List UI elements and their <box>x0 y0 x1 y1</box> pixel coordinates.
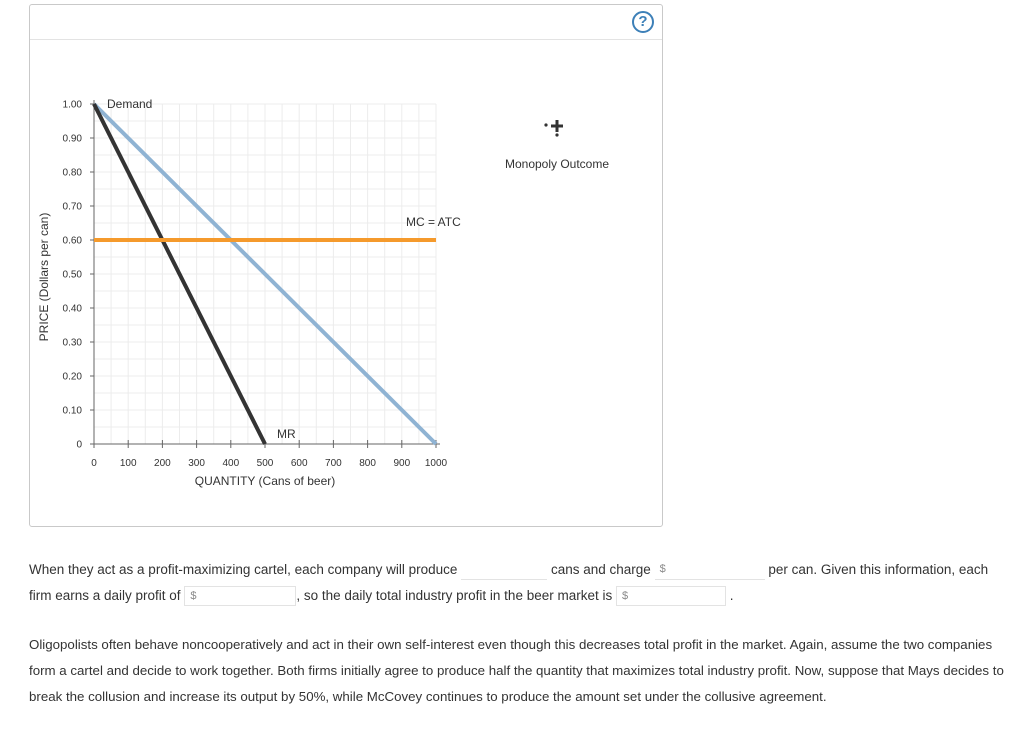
q1-text-5: . <box>729 588 734 603</box>
tool-dot <box>544 123 547 126</box>
monopoly-outcome-label: Monopoly Outcome <box>504 157 610 171</box>
x-tick-label: 600 <box>290 458 308 469</box>
tool-plus-horizontal <box>551 125 563 128</box>
y-tick-label: 0.40 <box>62 303 82 315</box>
series-label-mc-atc: MC = ATC <box>406 215 461 229</box>
graph-panel <box>29 4 663 527</box>
q1-text-3: per can. Given this information, each firm earns a daily profit of <box>29 562 989 603</box>
chart <box>30 5 664 528</box>
y-tick-label: 0.90 <box>62 133 82 145</box>
y-tick-label: 0.60 <box>62 235 82 247</box>
q1-text-2: cans and charge <box>550 562 651 577</box>
x-tick-label: 1000 <box>424 458 448 469</box>
x-tick-label: 300 <box>188 458 205 469</box>
y-tick-label: 0.30 <box>62 337 82 349</box>
industry-profit-input[interactable] <box>616 586 726 606</box>
x-tick-label: 900 <box>393 458 411 469</box>
y-tick-label: 0.50 <box>62 269 82 281</box>
q1-text-1: When they act as a profit-maximizing cartel, each company will produce <box>29 562 458 577</box>
help-button[interactable]: ? <box>632 11 654 33</box>
firm-profit-input[interactable] <box>184 586 296 606</box>
tool-dot <box>555 133 558 136</box>
question-paragraph-2: Oligopolists often behave noncooperatively and act in their own self-interest even though this decreases total profit in the market. Again, assume the two companies form a cartel and decide to work together. Both firms initially agree to produce half the quantity that maximizes total industry profit. Now, suppose that Mays decides to break the collusion and increase its output by 50%, while McCovey continues to produce the amount set under the collusive agreement. <box>29 637 1004 704</box>
x-tick-label: 500 <box>256 458 274 469</box>
y-tick-label: 0.70 <box>62 201 82 213</box>
x-tick-label: 800 <box>359 458 376 469</box>
currency-symbol: $ <box>659 563 666 576</box>
series-label-mr: MR <box>277 427 296 441</box>
x-axis-title: QUANTITY (Cans of beer) <box>194 474 336 488</box>
quantity-input[interactable] <box>461 560 547 580</box>
y-tick-label: 0.20 <box>62 371 82 383</box>
y-tick-label: 1.00 <box>62 99 82 111</box>
y-tick-label: 0.80 <box>62 167 82 179</box>
x-tick-label: 400 <box>222 458 240 469</box>
x-tick-label: 700 <box>325 458 342 469</box>
question-paragraph-1 <box>29 557 1009 609</box>
monopoly-outcome-tool[interactable] <box>505 120 609 171</box>
price-input[interactable] <box>655 560 765 580</box>
y-tick-label: 0.10 <box>62 405 82 417</box>
q1-text-4: , so the daily total industry profit in the beer market is <box>296 588 613 603</box>
x-tick-label: 100 <box>119 458 137 469</box>
y-axis-title: PRICE (Dollars per can) <box>37 212 51 342</box>
y-tick-label: 0 <box>76 439 82 451</box>
x-tick-label: 0 <box>91 458 97 469</box>
currency-symbol: $ <box>190 590 197 603</box>
currency-symbol: $ <box>622 590 629 603</box>
series-label-demand: Demand <box>107 97 153 111</box>
x-tick-label: 200 <box>154 458 171 469</box>
